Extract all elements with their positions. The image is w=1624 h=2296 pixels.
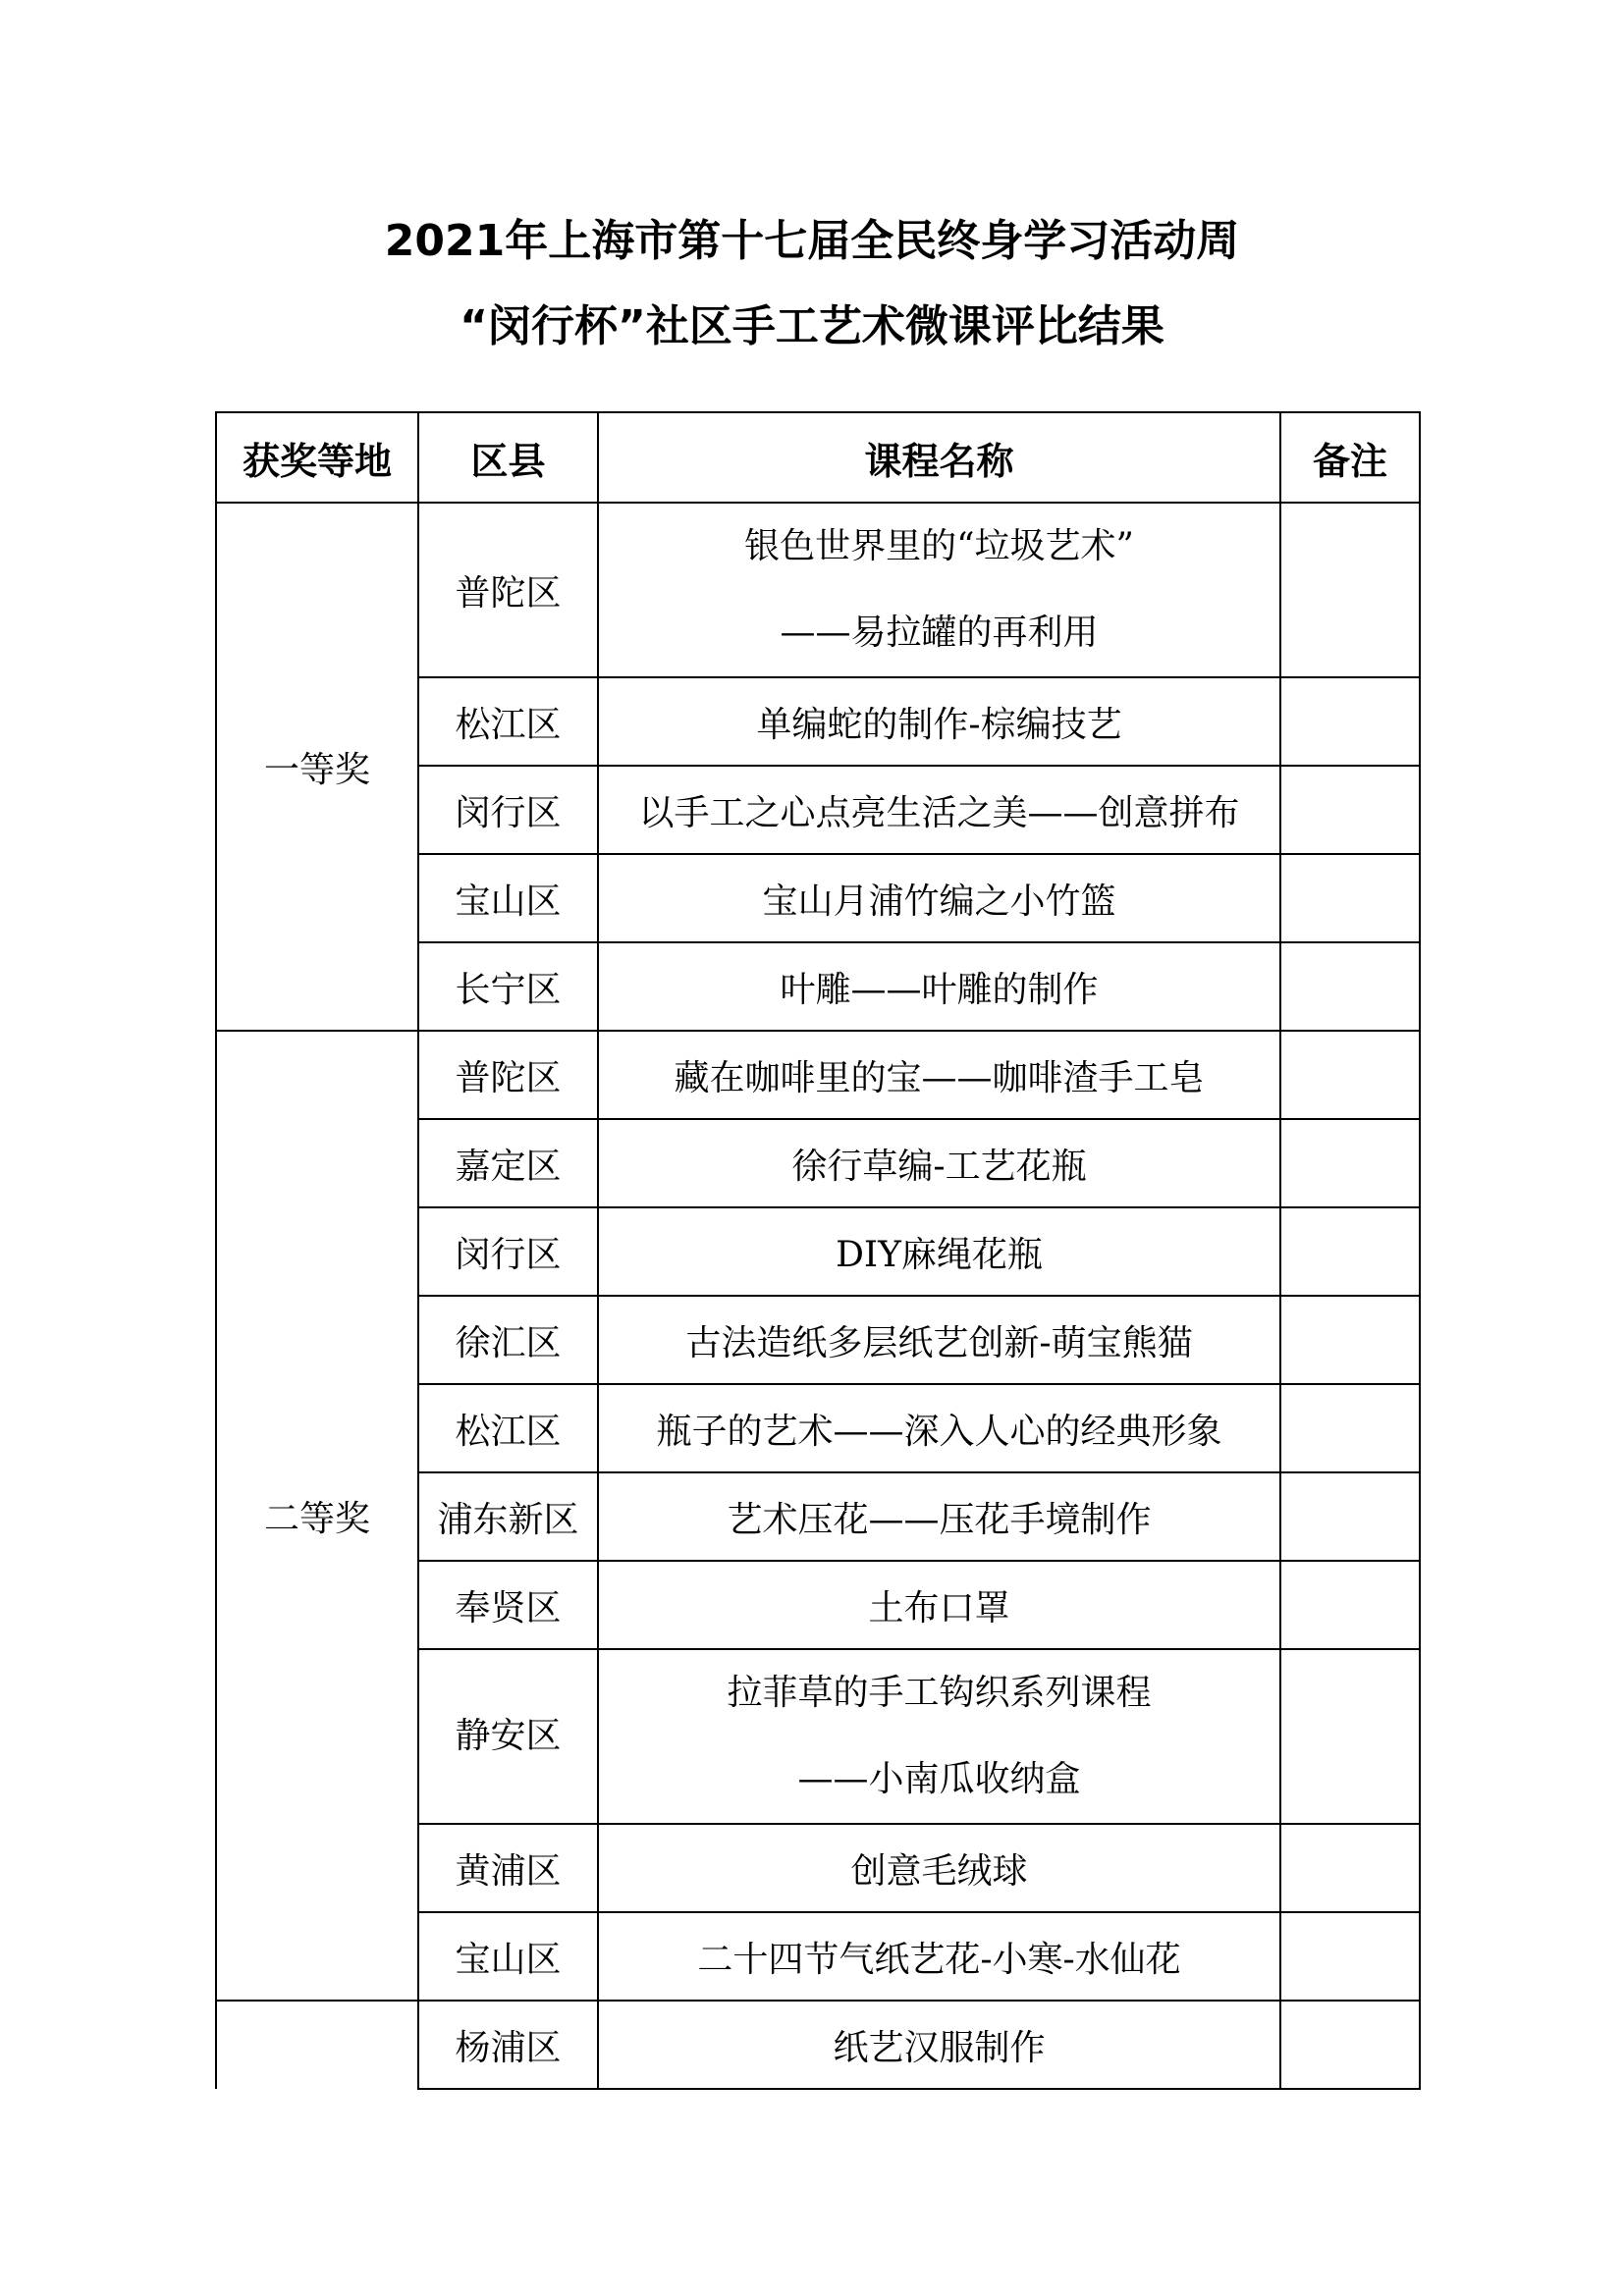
header-district: 区县 <box>418 412 598 503</box>
course-name-cell: 二十四节气纸艺花-小寒-水仙花 <box>598 1912 1280 2001</box>
header-award-level: 获奖等地 <box>216 412 418 503</box>
district-cell: 嘉定区 <box>418 1119 598 1207</box>
district-cell: 徐汇区 <box>418 1296 598 1384</box>
district-cell: 宝山区 <box>418 854 598 942</box>
notes-cell <box>1280 2001 1420 2089</box>
district-cell: 松江区 <box>418 677 598 766</box>
notes-cell <box>1280 1824 1420 1912</box>
notes-cell <box>1280 1384 1420 1472</box>
district-cell: 宝山区 <box>418 1912 598 2001</box>
course-name-line: 银色世界里的“垃圾艺术” <box>744 526 1134 566</box>
district-cell: 杨浦区 <box>418 2001 598 2089</box>
course-name-line: ——小南瓜收纳盒 <box>797 1759 1081 1799</box>
district-cell: 黄浦区 <box>418 1824 598 1912</box>
notes-cell <box>1280 1649 1420 1824</box>
table-row <box>216 2001 1420 2089</box>
course-name-cell: 艺术压花——压花手境制作 <box>598 1472 1280 1561</box>
course-name-cell <box>598 503 1280 677</box>
course-name-cell: DIY麻绳花瓶 <box>598 1207 1280 1296</box>
course-name-cell: 瓶子的艺术——深入人心的经典形象 <box>598 1384 1280 1472</box>
district-cell: 闵行区 <box>418 1207 598 1296</box>
district-cell: 普陀区 <box>418 1031 598 1119</box>
district-cell: 静安区 <box>418 1649 598 1824</box>
table-header-row <box>216 412 1420 503</box>
course-name-cell: 以手工之心点亮生活之美——创意拼布 <box>598 766 1280 854</box>
awards-table <box>215 411 1421 2090</box>
notes-cell <box>1280 766 1420 854</box>
notes-cell <box>1280 1561 1420 1649</box>
district-cell: 闵行区 <box>418 766 598 854</box>
notes-cell <box>1280 942 1420 1031</box>
course-name-cell: 单编蛇的制作-棕编技艺 <box>598 677 1280 766</box>
notes-cell <box>1280 854 1420 942</box>
course-name-cell: 创意毛绒球 <box>598 1824 1280 1912</box>
district-cell: 浦东新区 <box>418 1472 598 1561</box>
course-name-cell: 古法造纸多层纸艺创新-萌宝熊猫 <box>598 1296 1280 1384</box>
notes-cell <box>1280 503 1420 677</box>
table-row <box>216 503 1420 677</box>
notes-cell <box>1280 1472 1420 1561</box>
table-body <box>216 503 1420 2089</box>
notes-cell <box>1280 1912 1420 2001</box>
notes-cell <box>1280 1296 1420 1384</box>
notes-cell <box>1280 1119 1420 1207</box>
course-name-cell: 徐行草编-工艺花瓶 <box>598 1119 1280 1207</box>
header-course-name: 课程名称 <box>598 412 1280 503</box>
course-name-cell: 宝山月浦竹编之小竹篮 <box>598 854 1280 942</box>
district-cell: 长宁区 <box>418 942 598 1031</box>
course-name-cell: 藏在咖啡里的宝——咖啡渣手工皂 <box>598 1031 1280 1119</box>
course-name-line: ——易拉罐的再利用 <box>780 613 1099 653</box>
notes-cell <box>1280 1207 1420 1296</box>
course-name-cell: 土布口罩 <box>598 1561 1280 1649</box>
notes-cell <box>1280 1031 1420 1119</box>
award-level-cell: 二等奖 <box>216 1031 418 2001</box>
district-cell: 奉贤区 <box>418 1561 598 1649</box>
award-level-cell: 一等奖 <box>216 503 418 1031</box>
page-title-line-1: 2021年上海市第十七届全民终身学习活动周 <box>384 216 1240 266</box>
notes-cell <box>1280 677 1420 766</box>
table-row <box>216 1031 1420 1119</box>
course-name-cell: 叶雕——叶雕的制作 <box>598 942 1280 1031</box>
district-cell: 普陀区 <box>418 503 598 677</box>
award-level-cell <box>216 2001 418 2089</box>
course-name-line: 拉菲草的手工钩织系列课程 <box>727 1673 1152 1713</box>
course-name-cell: 纸艺汉服制作 <box>598 2001 1280 2089</box>
header-notes: 备注 <box>1280 412 1420 503</box>
course-name-cell <box>598 1649 1280 1824</box>
page-title-line-2: “闵行杯”社区手工艺术微课评比结果 <box>460 301 1164 351</box>
district-cell: 松江区 <box>418 1384 598 1472</box>
